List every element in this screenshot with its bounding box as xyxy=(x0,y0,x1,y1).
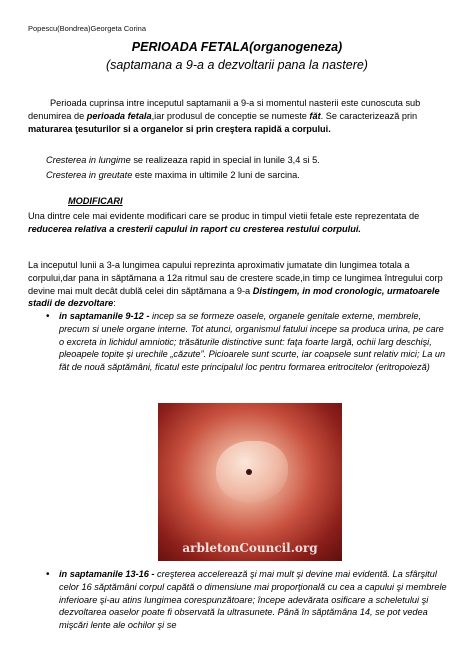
intro-text-3: . Se caracterizează prin xyxy=(320,110,418,121)
bullet-point: • xyxy=(46,311,50,322)
modificari-colon: : xyxy=(113,298,116,309)
intro-text-2: ,iar produsul de conceptie se numeste xyxy=(151,110,310,121)
embryo-shape xyxy=(216,441,288,503)
growth-weight-term: Cresterea in greutate xyxy=(46,170,133,180)
embryo-eye xyxy=(246,469,252,475)
bullet-point: • xyxy=(46,569,50,580)
growth-length-text: se realizeaza rapid in special in lunile 3,4 si 5. xyxy=(130,155,320,165)
growth-length-term: Cresterea in lungime xyxy=(46,155,131,165)
intro-term-fetal-period: perioada fetala xyxy=(86,110,152,121)
growth-weight-line xyxy=(46,170,300,180)
section-heading-modificari: MODIFICARI xyxy=(68,196,123,206)
modificari-text-1: Una dintre cele mai evidente modificari care se produc in timpul vietii fetale este reprezentata de xyxy=(28,211,420,221)
image-watermark: arbletonCouncil.org xyxy=(182,541,318,555)
stage-label: in saptamanile 9-12 - xyxy=(59,311,150,321)
stage-text: incep sa se formeze oasele, organele genitale externe, membrele, precum si unele organe interne. Tot atunci, organismul fatului incepe sa produca urina, pe care o excreta in lichidul amniotic; trăsăturile distinctive sunt: faţa foarte largă, ochii larg deschişi, pleoapele topite şi urechile „căzute”. Picioarele sunt scurte, iar coapsele sunt relativ mici; La un făt de nouă săptămâni, ficatul este principalul loc pentru formarea eritrocitelor (eritropoieză) xyxy=(59,311,446,373)
fetus-photo xyxy=(158,403,342,561)
page-subtitle: (saptamana a 9-a a dezvoltarii pana la nastere) xyxy=(106,58,368,72)
intro-paragraph xyxy=(28,97,448,135)
intro-bold-phrase: maturarea ţesuturilor si a organelor si prin creştera rapidă a corpului. xyxy=(28,123,331,134)
modificari-paragraph-2 xyxy=(28,259,448,310)
stage-text: creşterea accelerează şi mai mult şi devine mai evidentă. La sfârşitul celor 16 săptămâni corpul capătă o dimensiune mai proporţională cu cea a capului şi membrele inferioare şi-au atins lungimea corespunzătoare; începe adevărata osificare a scheletului şi dezvoltarea oaselor poate fi observată la ultrasunete. Până în săptămâna 14, se pot vedea mişcări lente ale ochilor şi se xyxy=(59,569,447,631)
modificari-paragraph-1 xyxy=(28,210,448,236)
modificari-stages-intro: Distingem, in mod cronologic, urmatoarele stadii de dezvoltare xyxy=(28,285,440,309)
growth-length-line xyxy=(46,155,320,165)
modificari-text-2: La inceputul lunii a 3-a lungimea capului reprezinta aproximativ jumatate din lungimea totala a corpului,dar pana in săptămana a 12a ritmul sau de crestere scade,in timp ce lungimea întregului corp devine mai mult decât dublă celei din săptămana a 9-a xyxy=(28,260,443,296)
stage-item-weeks-13-16 xyxy=(59,568,449,632)
stage-label: in saptamanile 13-16 - xyxy=(59,569,155,579)
modificari-bold-phrase: reducerea relativa a cresterii capului in raport cu cresterea restului corpului. xyxy=(28,223,361,234)
intro-term-fetus: făt xyxy=(309,110,321,121)
author-name: Popescu(Bondrea)Georgeta Corina xyxy=(28,24,146,33)
growth-weight-text: este maxima in ultimile 2 luni de sarcina. xyxy=(132,170,300,180)
intro-text-1: Perioada cuprinsa intre inceputul saptamanii a 9-a si momentul nasterii este cunoscuta sub denumirea de xyxy=(28,98,421,121)
page-title: PERIOADA FETALA(organogeneza) xyxy=(131,40,343,54)
stage-item-weeks-9-12 xyxy=(59,310,449,374)
